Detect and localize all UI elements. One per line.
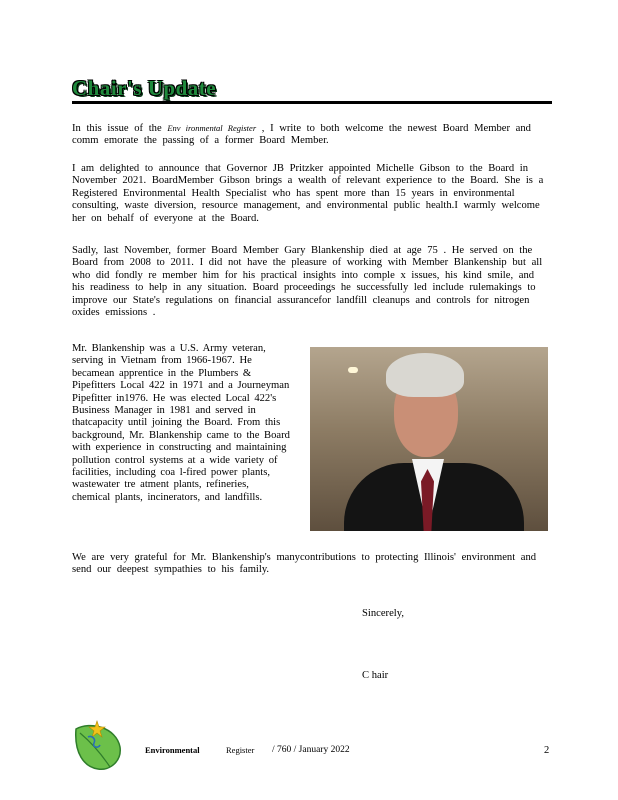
footer-register: Register [226,745,255,755]
gratitude-paragraph: We are very grateful for Mr. Blankenship's manycontributions to protecting Illinois' environment and send our deepest sympathies to his family. [72,552,537,576]
leaf-logo-icon [70,717,124,773]
footer-publication: Environmental [145,745,200,755]
footer-issue: / 760 / January 2022 [272,745,350,755]
closing-salutation: Sincerely, [362,608,404,619]
intro-text-end: , I write to both welcome the newest Board Member and comm emorate the passing of a former Board Member. [72,123,531,147]
portrait-photo [310,347,548,531]
appointment-paragraph: I am delighted to announce that Governor JB Pritzker appointed Michelle Gibson to the Board in November 2021. BoardMember Gibson brings a wealth of relevant experience to the Board. She is a Registered Environmental Health Specialist who has spent more than 15 years in environmental consulting, waste diversion, resource management, and environmental public health.I warmly welcome her on behalf of everyone at the Board. [72,163,544,224]
intro-text-start: In this issue of the [72,123,162,134]
signature-title: C hair [362,670,389,681]
memoriam-paragraph: Sadly, last November, former Board Member Gary Blankenship died at age 75 . He served on the Board from 2008 to 2011. I did not have the pleasure of working with Member Blankenship but all who did fondly re member him for his practical insights into comple x issues, his kind smile, and his readiness to help in any situation. Board proceedings he successfully led include rulemakings to improve our State's regulations on financial assurancefor landfill cleanups and controls for nitrogen oxides emissions . [72,245,543,319]
intro-paragraph [72,122,546,148]
page-title: Chair's Update [72,76,217,100]
page-number: 2 [544,745,550,756]
biography-paragraph: Mr. Blankenship was a U.S. Army veteran, serving in Vietnam from 1966-1967. He becamean apprentice in the Plumbers & Pipefitters Local 422 in 1971 and a Journeyman Pipefitter in1976. He was elected Local 422's Business Manager in 1981 and served in thatcapacity until joining the Board. From this background, Mr. Blankenship came to the Board with experience in constructing and maintaining pollution control systems at a wide variety of facilities, including coa l-fired power plants, wastewater tre atment plants, refineries, chemical plants, incinerators, and landfills. [72,343,290,503]
magazine-name: Env ironmental Register [167,123,257,133]
title-divider [72,101,552,104]
